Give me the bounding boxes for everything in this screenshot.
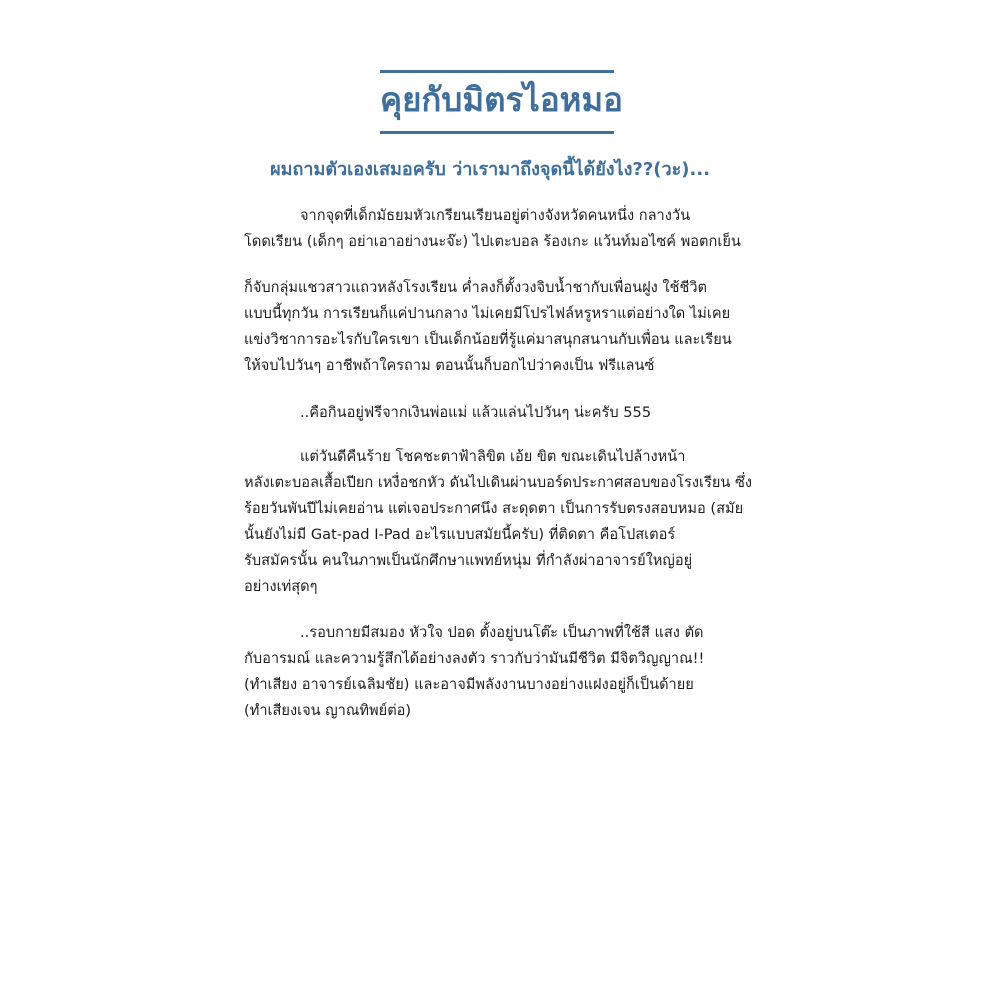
paragraph-spacer <box>244 255 760 275</box>
paragraph-line: ร้อยวันพันปีไม่เคยอ่าน แต่เจอประกาศนึง สะดุดตา เป็นการรับตรงสอบหมอ (สมัย <box>244 500 744 517</box>
paragraph-line: อย่างเท่สุดๆ <box>244 578 318 595</box>
title-block <box>380 70 623 134</box>
paragraph-line: นั้นยังไม่มี Gat-pad I-Pad อะไรแบบสมัยนี้ครับ) ที่ติดตา คือโปสเตอร์ <box>244 526 676 543</box>
paragraph-line: ..คือกินอยู่ฟรีจากเงินพ่อแม่ แล้วแล่นไปวันๆ น่ะครับ 555 <box>300 404 652 421</box>
paragraph-3 <box>244 400 760 426</box>
paragraph-5 <box>244 620 760 724</box>
paragraph-line: ก็จับกลุ่มแชวสาวแถวหลังโรงเรียน ค่ำลงก็ตั้งวงจิบน้ำชากับเพื่อนฝูง ใช้ชีวิต <box>244 279 708 296</box>
title-rule-top <box>380 70 614 73</box>
paragraph-line: แต่วันดีคืนร้าย โชคชะตาฟ้าลิขิต เอ้ย ขิต ขณะเดินไปล้างหน้า <box>300 448 686 465</box>
paragraph-line: โดดเรียน (เด็กๆ อย่าเอาอย่างนะจ๊ะ) ไปเตะบอล ร้องเกะ แว้นท์มอไซค์ พอตกเย็น <box>244 233 741 250</box>
paragraph-line: หลังเตะบอลเสื้อเปียก เหงื่อชกหัว ดันไปเดินผ่านบอร์ดประกาศสอบของโรงเรียน ซึ่ง <box>244 474 753 491</box>
paragraph-line: (ทำเสียง อาจารย์เฉลิมชัย) และอาจมีพลังงานบางอย่างแฝงอยู่ก็เป็นด้ายย <box>244 676 694 693</box>
paragraph-1 <box>244 203 760 255</box>
paragraph-line: กับอารมณ์ และความรู้สึกได้อย่างลงตัว ราวกับว่ามันมีชีวิต มีจิตวิญญาณ!! <box>244 650 705 667</box>
paragraph-2 <box>244 275 760 379</box>
paragraph-line: (ทำเสียงเจน ญาณทิพย์ต่อ) <box>244 702 412 719</box>
paragraph-spacer <box>244 379 760 400</box>
page-subtitle: ผมถามตัวเองเสมอครับ ว่าเรามาถึงจุดนี้ได้ยังไง??(วะ)... <box>270 159 710 180</box>
paragraph-line: แบบนี้ทุกวัน การเรียนก็แค่ปานกลาง ไม่เคยมีโปรไฟล์หรูหราแต่อย่างใด ไม่เคย <box>244 305 731 322</box>
page-title: คุยกับมิตรไอหมอ <box>380 80 623 119</box>
paragraph-line: ให้จบไปวันๆ อาชีพถ้าใครถาม ตอนนั้นก็บอกไปว่าคงเป็น ฟรีแลนซ์ <box>244 357 655 374</box>
paragraph-4 <box>244 444 760 600</box>
paragraph-spacer <box>244 426 760 444</box>
body-text <box>244 203 760 724</box>
paragraph-line: รับสมัครนั้น คนในภาพเป็นนักศึกษาแพทย์หนุ่ม ที่กำลังผ่าอาจารย์ใหญ่อยู่ <box>244 552 693 569</box>
paragraph-line: ..รอบกายมีสมอง หัวใจ ปอด ตั้งอยู่บนโต๊ะ เป็นภาพที่ใช้สี แสง ตัด <box>300 624 704 641</box>
paragraph-line: แข่งวิชาการอะไรกับใครเขา เป็นเด็กน้อยที่รู้แค่มาสนุกสนานกับเพื่อน และเรียน <box>244 331 732 348</box>
paragraph-spacer <box>244 600 760 620</box>
paragraph-line: จากจุดที่เด็กมัธยมหัวเกรียนเรียนอยู่ต่างจังหวัดคนหนึ่ง กลางวัน <box>300 207 691 224</box>
title-rule-bottom <box>380 131 614 134</box>
